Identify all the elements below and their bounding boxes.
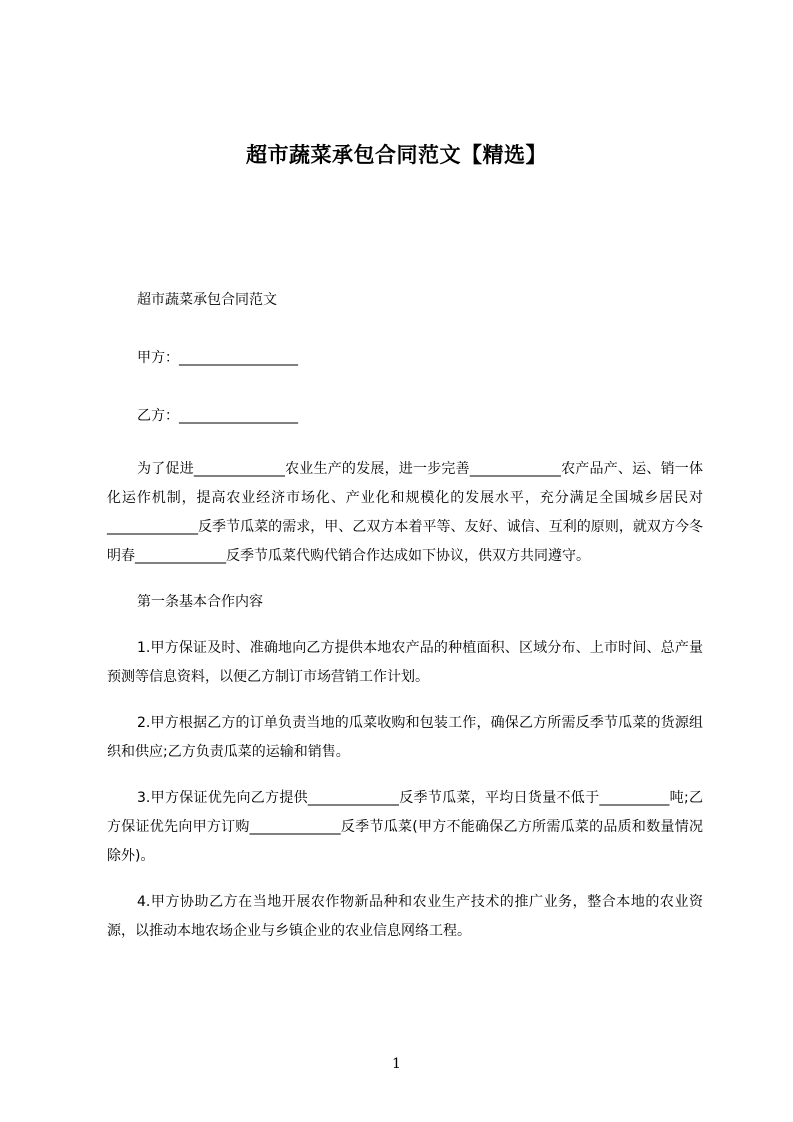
clause-3: 3.甲方保证优先向乙方提供_____________反季节瓜菜，平均日货量不低于__________吨;乙方保证优先向甲方订购_____________反季节瓜菜(甲方不能确保乙方所需瓜菜的品质和数量情况除外)。	[107, 790, 703, 864]
document-subtitle: 超市蔬菜承包合同范文	[137, 292, 277, 308]
article-heading: 第一条基本合作内容	[137, 594, 263, 610]
party-a-line: 甲方：_________________	[137, 350, 298, 366]
page-number: 1	[392, 1056, 401, 1072]
paragraph-preamble: 为了促进_____________农业生产的发展，进一步完善_____________农产品产、运、销一体化运作机制，提高农业经济市场化、产业化和规模化的发展水平，充分满足全国城乡居民对_____________反季节瓜菜的需求，甲、乙双方本着平等、友好、诚信、互利的原则，就双方今冬明春_____________反季节瓜菜代购代销合作达成如下协议，供双方共同遵守。	[107, 461, 703, 564]
clause-1: 1.甲方保证及时、准确地向乙方提供本地农产品的种植面积、区域分布、上市时间、总产量预测等信息资料，以便乙方制订市场营销工作计划。	[107, 640, 703, 685]
party-b-line: 乙方：_________________	[137, 408, 298, 424]
document-body	[107, 286, 703, 946]
clause-2: 2.甲方根据乙方的订单负责当地的瓜菜收购和包装工作，确保乙方所需反季节瓜菜的货源组织和供应;乙方负责瓜菜的运输和销售。	[107, 715, 703, 760]
clause-4: 4.甲方协助乙方在当地开展农作物新品种和农业生产技术的推广业务，整合本地的农业资源，以推动本地农场企业与乡镇企业的农业信息网络工程。	[107, 894, 703, 939]
document-title: 超市蔬菜承包合同范文【精选】	[246, 143, 547, 167]
